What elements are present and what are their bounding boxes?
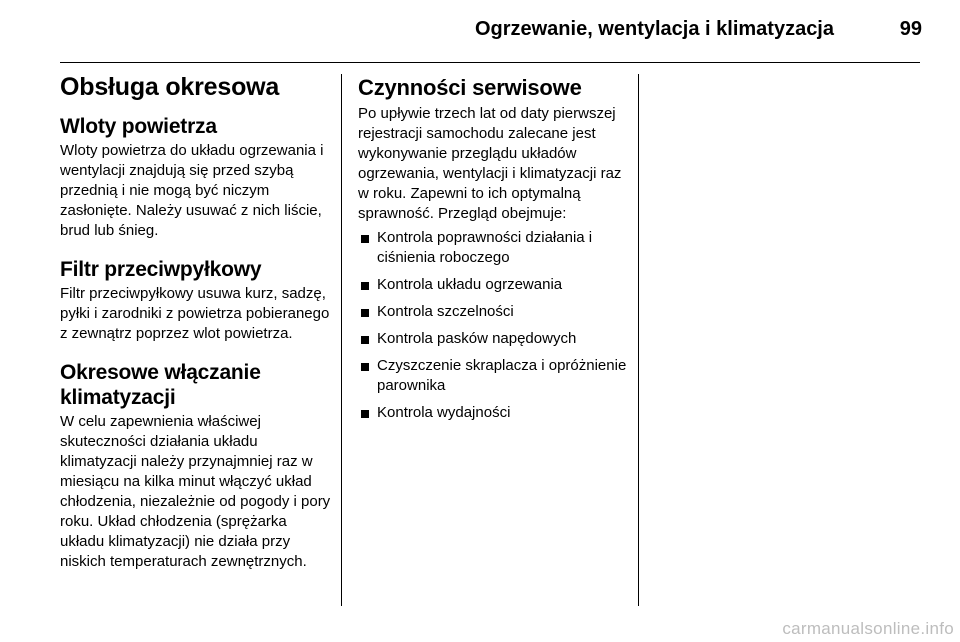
- square-bullet-icon: [361, 410, 369, 418]
- service-checklist: [358, 228, 632, 423]
- square-bullet-icon: [361, 363, 369, 371]
- list-item: Kontrola pasków napędowych: [358, 329, 632, 349]
- header-divider: [60, 62, 920, 63]
- header-title: Ogrzewanie, wentylacja i klimatyzacja: [474, 18, 834, 40]
- square-bullet-icon: [361, 235, 369, 243]
- section-body-pollen-filter: Filtr przeciwpyłkowy usuwa kurz, sadzę, pyłki i zarodniki z powietrza pobieranego z zewnątrz poprzez wlot powietrza.: [60, 285, 330, 342]
- list-item: Kontrola układu ogrzewania: [358, 275, 632, 295]
- section-heading-pollen-filter: Filtr przeciwpyłkowy: [60, 258, 262, 281]
- square-bullet-icon: [361, 282, 369, 290]
- page-number: 99: [899, 18, 922, 40]
- list-item: Kontrola poprawności działania i ciśnienia roboczego: [358, 228, 632, 268]
- square-bullet-icon: [361, 309, 369, 317]
- column-divider-right: [638, 74, 639, 606]
- list-item: Kontrola wydajności: [358, 403, 632, 423]
- main-title: Obsługa okresowa: [60, 73, 280, 101]
- section-heading-air-inlets: Wloty powietrza: [60, 115, 217, 138]
- watermark: carmanualsonline.info: [782, 619, 954, 638]
- list-item: Czyszczenie skraplacza i opróżnienie parownika: [358, 356, 632, 396]
- section-heading-service: Czynności serwisowe: [358, 75, 582, 100]
- middle-column: [358, 74, 632, 430]
- column-divider-left: [341, 74, 342, 606]
- section-heading-ac-periodic: Okresowe włączanie klimatyzacji: [60, 361, 261, 409]
- left-column: [60, 72, 332, 572]
- section-body-ac-periodic: W celu zapewnienia właściwej skuteczności działania układu klimatyzacji należy przynajmniej raz w miesiącu na kilka minut włączyć układ chłodzenia, niezależnie od pogody i pory roku. Układ chłodzenia (sprężarka układu klimatyzacji) nie działa przy niskich temperaturach zewnętrznych.: [60, 413, 331, 570]
- list-item: Kontrola szczelności: [358, 302, 632, 322]
- square-bullet-icon: [361, 336, 369, 344]
- section-body-service: Po upływie trzech lat od daty pierwszej rejestracji samochodu zalecane jest wykonywanie przeglądu układów ogrzewania, wentylacji i klimatyzacji raz w roku. Zapewni to ich optymalną sprawność. Przegląd obejmuje:: [358, 105, 622, 222]
- section-body-air-inlets: Wloty powietrza do układu ogrzewania i wentylacji znajdują się przed szybą przednią i nie mogą być niczym zasłonięte. Należy usuwać z nich liście, brud lub śnieg.: [60, 142, 324, 239]
